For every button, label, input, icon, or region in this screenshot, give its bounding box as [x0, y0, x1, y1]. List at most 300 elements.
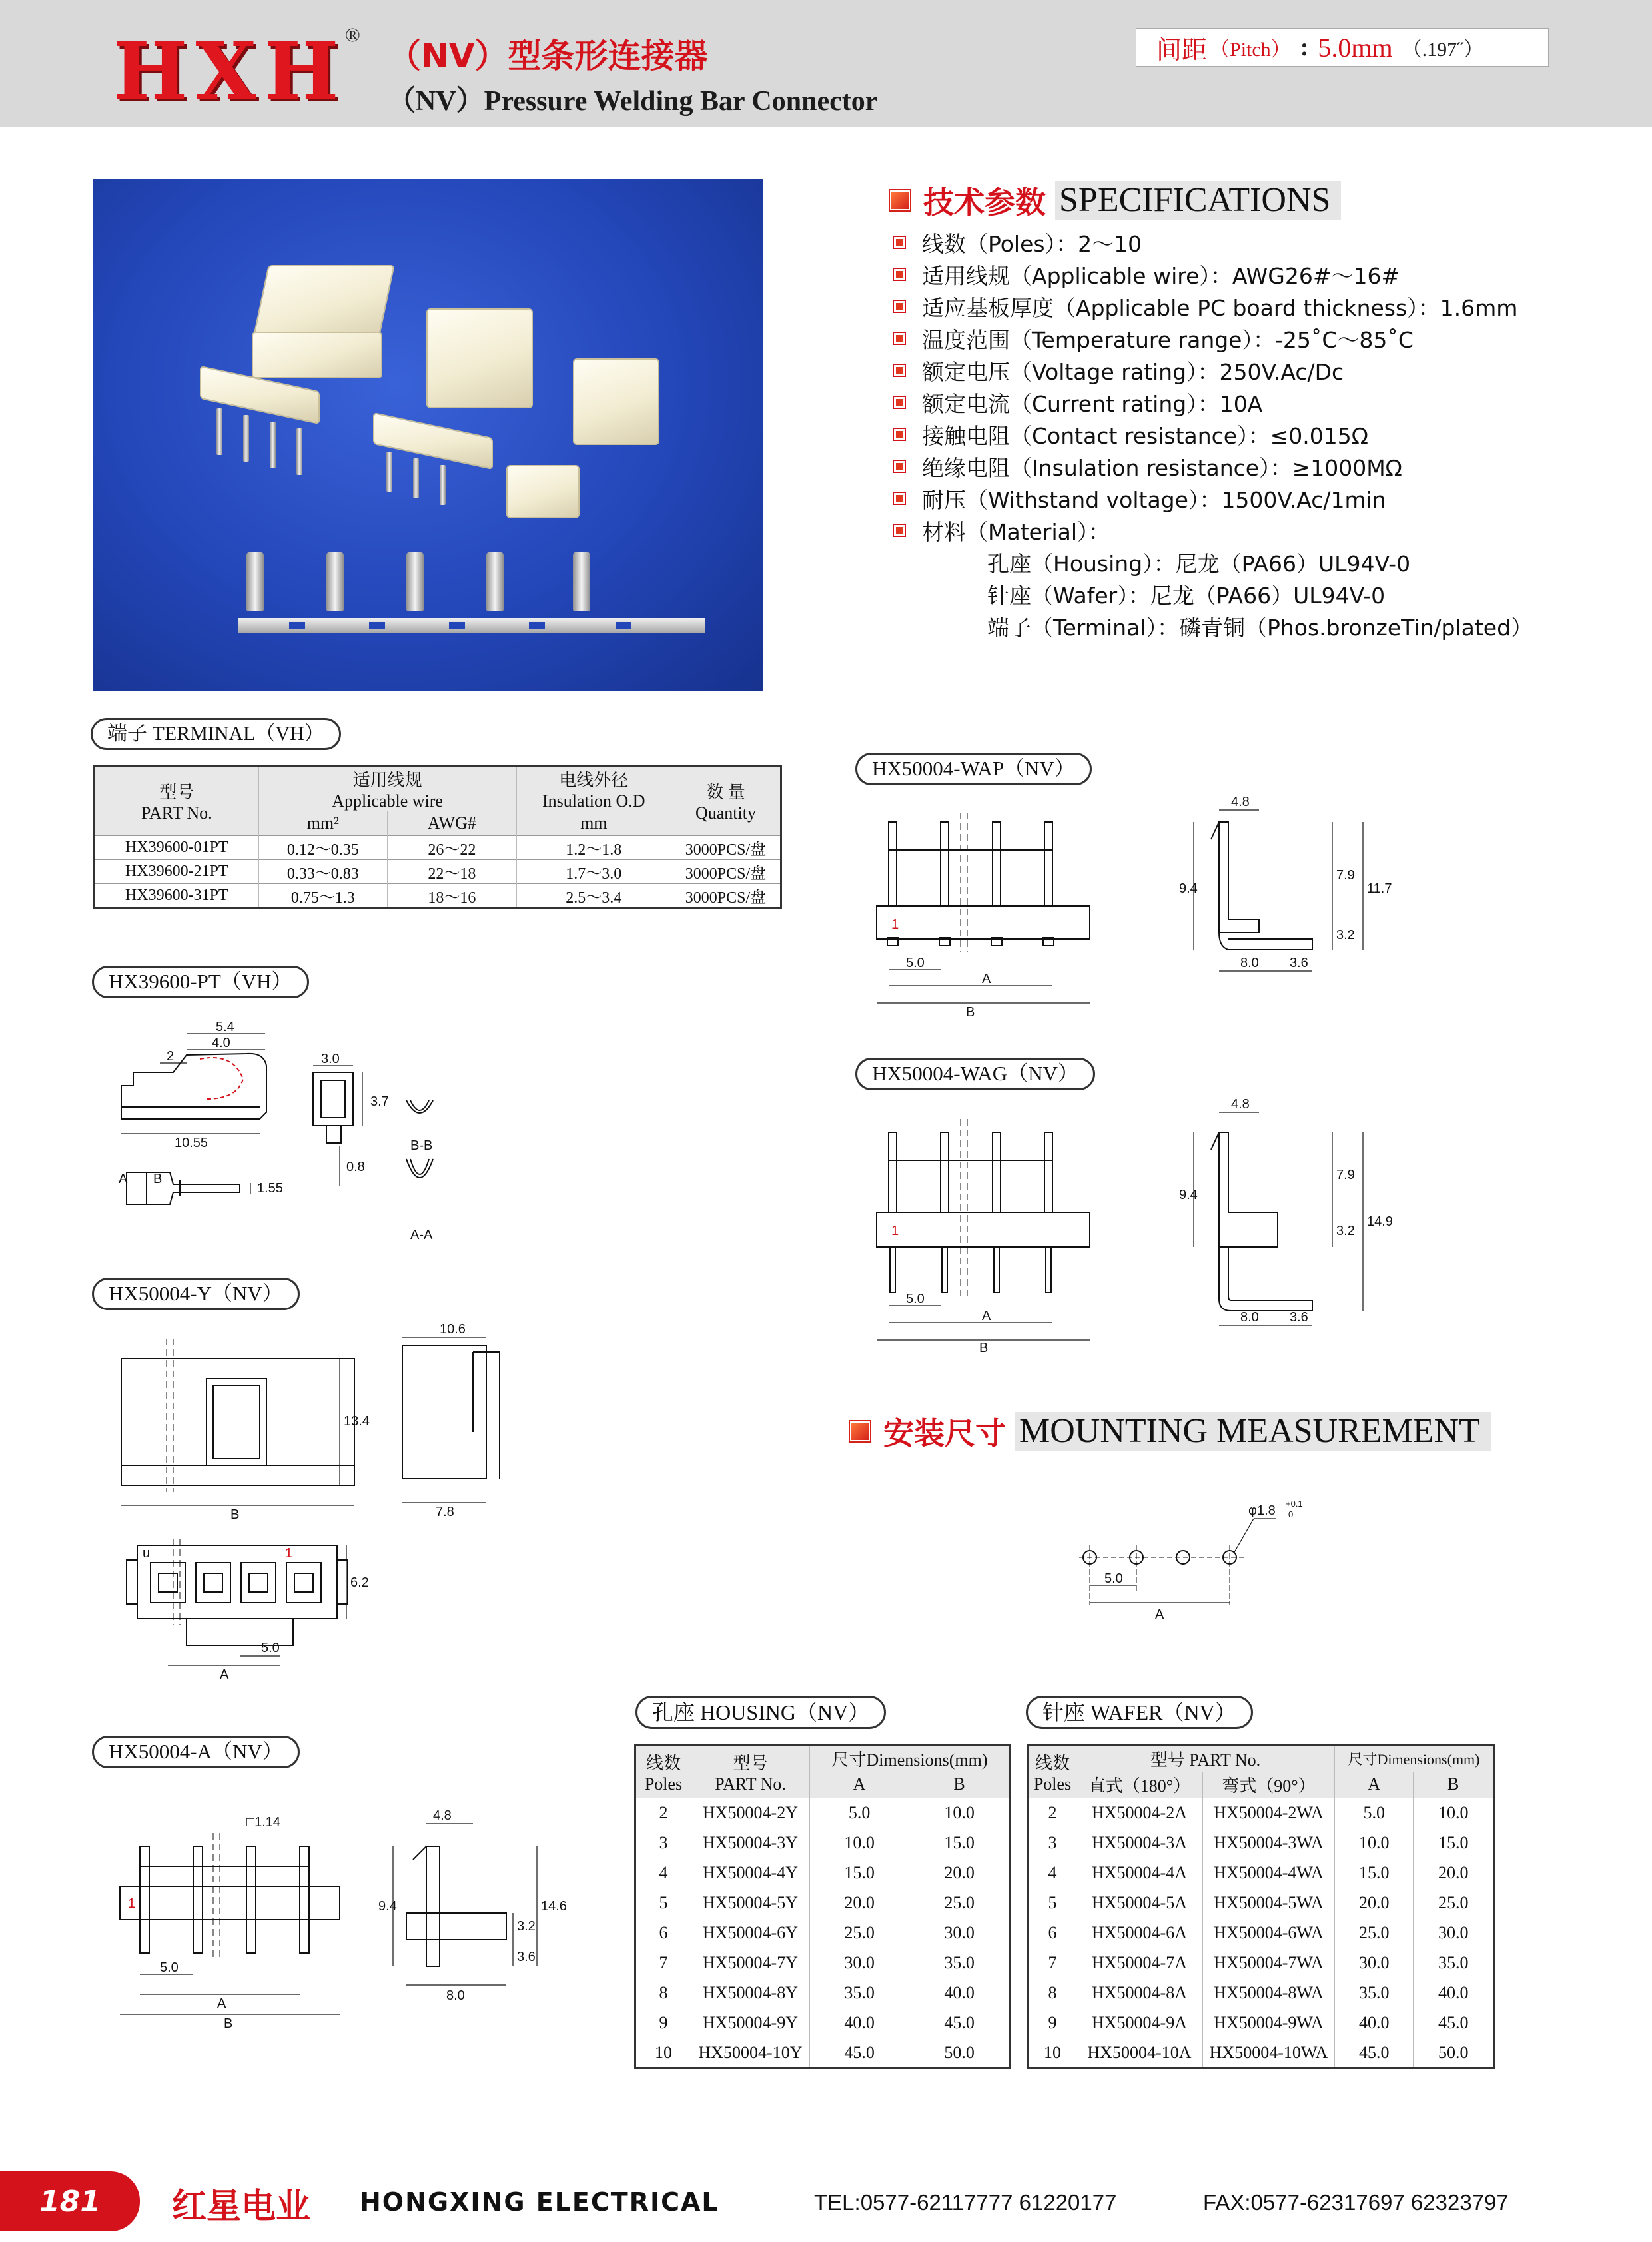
- th-part: [691, 1745, 810, 1798]
- terminal-table: [93, 765, 782, 909]
- table-row: [1029, 1858, 1494, 1888]
- terminal-table-label: 端子 TERMINAL（VH）: [91, 718, 341, 750]
- registered-mark: ®: [345, 24, 360, 46]
- wafer-pin: [440, 465, 446, 505]
- cell-straight: HX50004-2A: [1076, 1798, 1203, 1828]
- cell-part: HX50004-10Y: [691, 2038, 810, 2068]
- cell-part: HX50004-2Y: [691, 1798, 810, 1828]
- spec-text: 额定电流（Current rating）：10A: [922, 390, 1263, 417]
- spec-text: 额定电压（Voltage rating）：250V.Ac/Dc: [922, 358, 1344, 385]
- cell-b: 35.0: [1414, 1948, 1494, 1978]
- cell-b: 40.0: [1414, 1978, 1494, 2008]
- table-row: [635, 1948, 1011, 1978]
- cell-poles: 3: [1029, 1828, 1076, 1858]
- dim-14-6: 14.6: [541, 1899, 567, 1914]
- table-row: [1029, 1918, 1494, 1948]
- spec-item: [893, 386, 1625, 418]
- spec-bullet-icon: [893, 236, 906, 249]
- spec-text: 适用线规（Applicable wire）：AWG26#～16#: [922, 262, 1400, 289]
- th-poles-cn: 线数: [645, 1753, 681, 1773]
- dim-1-14: □1.14: [246, 1815, 281, 1830]
- cell-mm2: 0.75～1.3: [258, 883, 388, 908]
- spec-bullet-icon: [893, 460, 906, 473]
- terminal-illustration: [406, 552, 424, 611]
- th-poles-cn: 线数: [1034, 1753, 1070, 1773]
- spec-bullet-icon: [893, 492, 906, 505]
- spec-bullet-icon: [893, 396, 906, 409]
- company-name-en: HONGXING ELECTRICAL: [360, 2187, 719, 2217]
- spec-text: 温度范围（Temperature range）：-25˚C～85˚C: [922, 326, 1414, 353]
- th-straight: 直式（180°）: [1076, 1772, 1203, 1798]
- specs-heading-en: SPECIFICATIONS: [1055, 181, 1341, 219]
- cell-poles: 2: [1029, 1798, 1076, 1828]
- spec-bullet-icon: [893, 428, 906, 441]
- table-row: [635, 1978, 1011, 2008]
- table-row: [1029, 1798, 1494, 1828]
- cell-part: HX39600-31PT: [95, 883, 259, 908]
- wafer-pin: [386, 452, 392, 492]
- th-qty: [671, 766, 781, 836]
- dim-5-0: 5.0: [160, 1960, 179, 1975]
- cell-a: 40.0: [810, 2008, 909, 2038]
- dim-b: B: [979, 1341, 989, 1355]
- cell-awg: 18～16: [388, 883, 517, 908]
- table-row: [1029, 1828, 1494, 1858]
- cell-straight: HX50004-6A: [1076, 1918, 1203, 1948]
- dim-1-55: 1.55: [257, 1181, 283, 1196]
- cell-a: 35.0: [1335, 1978, 1414, 2008]
- cell-b: 45.0: [1414, 2008, 1494, 2038]
- cell-poles: 3: [635, 1828, 691, 1858]
- dim-2: 2: [167, 1049, 175, 1064]
- carrier-hole: [449, 622, 465, 629]
- th-mm2: mm²: [258, 811, 388, 835]
- cell-qty: 3000PCS/盘: [671, 859, 781, 883]
- table-row: [1029, 2038, 1494, 2068]
- hx50004-wag-label: HX50004-WAG（NV）: [855, 1058, 1095, 1090]
- cell-poles: 6: [1029, 1918, 1076, 1948]
- cell-od: 1.2～1.8: [516, 835, 671, 859]
- cell-b: 35.0: [909, 1948, 1011, 1978]
- th-poles: [1029, 1745, 1076, 1798]
- section-aa: A-A: [410, 1228, 433, 1242]
- hx50004-wag-drawing: [866, 1097, 1426, 1355]
- spec-item: [893, 418, 1625, 450]
- hx50004-y-drawing: [113, 1322, 526, 1692]
- polarity-mark: u: [143, 1546, 151, 1561]
- dim-0-8: 0.8: [346, 1160, 365, 1174]
- cell-straight: HX50004-10A: [1076, 2038, 1203, 2068]
- spec-bullet-icon: [893, 268, 906, 281]
- dim-a: A: [220, 1667, 229, 1682]
- page-title-en: （NV）Pressure Welding Bar Connector: [388, 86, 878, 117]
- spec-item: [893, 354, 1625, 386]
- th-poles: [635, 1745, 691, 1798]
- dim-4-8: 4.8: [1231, 795, 1250, 809]
- hx50004-a-label: HX50004-A（NV）: [92, 1736, 300, 1768]
- page-number: 181: [0, 2171, 140, 2231]
- cell-right-angle: HX50004-2WA: [1203, 1798, 1335, 1828]
- dim-b: B: [966, 1005, 975, 1020]
- th-ins: [516, 766, 671, 812]
- terminal-illustration: [573, 552, 590, 611]
- cell-right-angle: HX50004-5WA: [1203, 1888, 1335, 1918]
- dim-3-6: 3.6: [1290, 956, 1308, 970]
- dim-a: A: [1155, 1607, 1164, 1622]
- pitch-label-en: （Pitch）: [1210, 39, 1291, 61]
- material-item: 孔座（Housing）：尼龙（PA66）UL94V-0: [987, 550, 1411, 577]
- th-part: 型号 PART No.: [1076, 1745, 1335, 1772]
- cell-b: 20.0: [909, 1858, 1011, 1888]
- cell-b: 25.0: [909, 1888, 1011, 1918]
- cell-right-angle: HX50004-4WA: [1203, 1858, 1335, 1888]
- hole-diameter: φ1.8: [1248, 1503, 1276, 1518]
- cell-poles: 2: [635, 1798, 691, 1828]
- cell-part: HX50004-8Y: [691, 1978, 810, 2008]
- th-wire-en: Applicable wire: [332, 791, 443, 811]
- dim-4-8: 4.8: [1231, 1097, 1250, 1112]
- spec-text: 耐压（Withstand voltage）：1500V.Ac/1min: [922, 486, 1386, 513]
- pitch-value: 5.0mm: [1318, 32, 1393, 63]
- pin-one-mark: 1: [285, 1546, 293, 1561]
- wafer-pin: [413, 458, 419, 498]
- cell-awg: 22～18: [388, 859, 517, 883]
- wafer-pin: [270, 422, 276, 468]
- spec-item: [893, 258, 1625, 290]
- hx39600-pt-drawing: [107, 1020, 533, 1246]
- cell-a: 15.0: [1335, 1858, 1414, 1888]
- cell-b: 20.0: [1414, 1858, 1494, 1888]
- th-poles-en: Poles: [1033, 1774, 1072, 1794]
- dim-3-2: 3.2: [1336, 1224, 1355, 1238]
- cell-right-angle: HX50004-10WA: [1203, 2038, 1335, 2068]
- spec-text: 线数（Poles）：2～10: [922, 230, 1142, 257]
- carrier-hole: [616, 622, 631, 629]
- specs-heading: [890, 179, 1341, 222]
- cell-poles: 10: [635, 2038, 691, 2068]
- hx39600-pt-label: HX39600-PT（VH）: [92, 966, 309, 998]
- dim-3-0: 3.0: [321, 1052, 340, 1066]
- dim-5-0: 5.0: [1104, 1571, 1123, 1586]
- dim-8-0: 8.0: [1240, 1310, 1259, 1325]
- cell-b: 50.0: [909, 2038, 1011, 2068]
- cell-a: 10.0: [810, 1828, 909, 1858]
- spec-bullet-icon: [893, 300, 906, 313]
- wafer-pin: [243, 415, 249, 462]
- section-a-mark: A: [119, 1172, 128, 1186]
- dim-5-4: 5.4: [216, 1020, 234, 1034]
- th-wire-cn: 适用线规: [352, 771, 422, 790]
- carrier-hole: [369, 622, 385, 629]
- page-title-cn: （NV）型条形连接器: [388, 37, 708, 75]
- cell-b: 30.0: [909, 1918, 1011, 1948]
- dim-8-0: 8.0: [1240, 956, 1259, 970]
- pitch-label-cn: 间距: [1156, 35, 1208, 65]
- cell-part: HX50004-4Y: [691, 1858, 810, 1888]
- cell-straight: HX50004-4A: [1076, 1858, 1203, 1888]
- hx50004-a-drawing: [113, 1806, 580, 2073]
- cell-b: 30.0: [1414, 1918, 1494, 1948]
- pin-one-mark: 1: [128, 1896, 136, 1911]
- cell-right-angle: HX50004-3WA: [1203, 1828, 1335, 1858]
- material-item: 针座（Wafer）：尼龙（PA66）UL94V-0: [987, 582, 1386, 609]
- wafer-pin: [296, 428, 302, 475]
- housing-medium-illustration: [426, 308, 533, 408]
- th-poles-en: Poles: [644, 1774, 683, 1794]
- table-row: [635, 2038, 1011, 2068]
- th-ins-en: Insulation O.D: [542, 791, 645, 811]
- cell-a: 30.0: [810, 1948, 909, 1978]
- dim-3-2: 3.2: [517, 1919, 536, 1934]
- table-row: [1029, 2008, 1494, 2038]
- wafer-right-angle-illustration: [506, 465, 580, 518]
- th-a: A: [1335, 1772, 1414, 1798]
- cell-poles: 4: [635, 1858, 691, 1888]
- fax: FAX:0577-62317697 62323797: [1203, 2190, 1509, 2215]
- cell-od: 1.7～3.0: [516, 859, 671, 883]
- spec-item: [893, 322, 1625, 354]
- page-header: [0, 0, 1652, 127]
- dim-9-4: 9.4: [1179, 1188, 1198, 1202]
- pitch-inch: （.197˝）: [1402, 39, 1484, 61]
- th-right-angle: 弯式（90°）: [1203, 1772, 1335, 1798]
- section-bullet-icon: [890, 190, 910, 210]
- table-row: [635, 1918, 1011, 1948]
- housing-large-front: [252, 332, 382, 378]
- hole-tol-dn: 0: [1288, 1509, 1294, 1519]
- cell-mm2: 0.12～0.35: [258, 835, 388, 859]
- dim-3-6: 3.6: [517, 1950, 536, 1964]
- cell-a: 5.0: [1335, 1798, 1414, 1828]
- th-ins-cn: 电线外径: [559, 771, 629, 790]
- cell-part: HX39600-01PT: [95, 835, 259, 859]
- dim-4-0: 4.0: [212, 1036, 230, 1050]
- th-part-cn: 型号: [733, 1753, 768, 1773]
- spec-text: 接触电阻（Contact resistance）：≤0.015Ω: [922, 422, 1368, 449]
- pin-one-mark: 1: [891, 917, 899, 932]
- dim-9-4: 9.4: [378, 1899, 397, 1914]
- hole-tol-up: +0.1: [1286, 1499, 1303, 1509]
- table-row: [635, 1828, 1011, 1858]
- material-item: 端子（Terminal）：磷青铜（Phos.bronzeTin/plated）: [987, 614, 1533, 641]
- dim-a: A: [982, 1309, 991, 1323]
- cell-od: 2.5～3.4: [516, 883, 671, 908]
- cell-b: 50.0: [1414, 2038, 1494, 2068]
- cell-poles: 5: [635, 1888, 691, 1918]
- company-name-cn: 红星电业: [172, 2187, 311, 2227]
- cell-poles: 9: [1029, 2008, 1076, 2038]
- mounting-heading: [850, 1409, 1491, 1453]
- spec-item: [893, 482, 1625, 514]
- spec-item: [893, 450, 1625, 482]
- spec-bullet-icon: [893, 364, 906, 377]
- hx50004-wap-drawing: [866, 793, 1426, 1019]
- cell-poles: 8: [1029, 1978, 1076, 2008]
- cell-poles: 6: [635, 1918, 691, 1948]
- th-dim: 尺寸Dimensions(mm): [810, 1745, 1011, 1772]
- pin-one-mark: 1: [891, 1224, 899, 1238]
- cell-b: 40.0: [909, 1978, 1011, 2008]
- th-awg: AWG#: [388, 811, 517, 835]
- table-row: [1029, 1888, 1494, 1918]
- housing-table: [634, 1744, 1011, 2069]
- table-row: [635, 1888, 1011, 1918]
- dim-3-2: 3.2: [1336, 928, 1355, 942]
- spec-text: 材料（Material）：: [922, 518, 1110, 545]
- cell-right-angle: HX50004-7WA: [1203, 1948, 1335, 1978]
- spec-item: [893, 226, 1625, 258]
- cell-poles: 7: [635, 1948, 691, 1978]
- cell-b: 45.0: [909, 2008, 1011, 2038]
- dim-b: B: [224, 2016, 233, 2031]
- company-logo: HXH: [113, 25, 347, 117]
- cell-b: 10.0: [1414, 1798, 1494, 1828]
- th-wire: [258, 766, 516, 812]
- terminal-illustration: [246, 552, 264, 611]
- cell-a: 45.0: [1335, 2038, 1414, 2068]
- table-row: [635, 1858, 1011, 1888]
- th-part-en: PART No.: [715, 1774, 786, 1794]
- terminal-carrier-strip: [238, 618, 705, 633]
- product-photo: [93, 179, 763, 691]
- dim-a: A: [982, 972, 991, 986]
- th-part: [95, 766, 259, 836]
- dim-5-0: 5.0: [906, 1292, 925, 1306]
- th-part-en: PART No.: [141, 803, 212, 823]
- cell-poles: 7: [1029, 1948, 1076, 1978]
- dim-b: B: [230, 1507, 240, 1522]
- dim-8-0: 8.0: [446, 1988, 465, 2003]
- dim-6-2: 6.2: [350, 1575, 369, 1590]
- table-row: [1029, 1948, 1494, 1978]
- cell-b: 10.0: [909, 1798, 1011, 1828]
- specs-list: [893, 226, 1625, 642]
- dim-a: A: [217, 1996, 226, 2011]
- cell-straight: HX50004-3A: [1076, 1828, 1203, 1858]
- cell-part: HX50004-6Y: [691, 1918, 810, 1948]
- terminal-illustration: [326, 552, 344, 611]
- cell-right-angle: HX50004-9WA: [1203, 2008, 1335, 2038]
- cell-poles: 5: [1029, 1888, 1076, 1918]
- th-qty-en: Quantity: [695, 803, 756, 823]
- specs-heading-cn: 技术参数: [923, 185, 1046, 220]
- cell-b: 15.0: [1414, 1828, 1494, 1858]
- cell-poles: 10: [1029, 2038, 1076, 2068]
- cell-poles: 4: [1029, 1858, 1076, 1888]
- cell-a: 5.0: [810, 1798, 909, 1828]
- spec-bullet-icon: [893, 332, 906, 345]
- dim-7-8: 7.8: [436, 1505, 454, 1519]
- carrier-hole: [289, 622, 305, 629]
- th-b: B: [909, 1772, 1011, 1798]
- telephone: TEL:0577-62117777 61220177: [814, 2190, 1117, 2215]
- cell-straight: HX50004-8A: [1076, 1978, 1203, 2008]
- cell-qty: 3000PCS/盘: [671, 883, 781, 908]
- terminal-illustration: [486, 552, 504, 611]
- th-b: B: [1414, 1772, 1494, 1798]
- dim-13-4: 13.4: [344, 1414, 370, 1429]
- section-b-mark: B: [153, 1172, 163, 1186]
- carrier-hole: [529, 622, 545, 629]
- cell-straight: HX50004-9A: [1076, 2008, 1203, 2038]
- cell-part: HX39600-21PT: [95, 859, 259, 883]
- cell-straight: HX50004-7A: [1076, 1948, 1203, 1978]
- cell-poles: 9: [635, 2008, 691, 2038]
- dim-11-7: 11.7: [1367, 881, 1392, 896]
- spec-item: [893, 290, 1625, 322]
- cell-b: 15.0: [909, 1828, 1011, 1858]
- hx50004-wap-label: HX50004-WAP（NV）: [855, 753, 1092, 785]
- dim-14-9: 14.9: [1367, 1214, 1393, 1229]
- cell-a: 20.0: [810, 1888, 909, 1918]
- th-ins-mm: mm: [516, 811, 671, 835]
- section-bullet-icon: [850, 1421, 870, 1441]
- pitch-badge: [1136, 28, 1549, 67]
- dim-3-6: 3.6: [1290, 1310, 1308, 1325]
- table-row: [95, 883, 781, 908]
- table-row: [635, 2008, 1011, 2038]
- th-a: A: [810, 1772, 909, 1798]
- cell-part: HX50004-7Y: [691, 1948, 810, 1978]
- page-footer: [0, 2154, 1652, 2242]
- housing-table-label: 孔座 HOUSING（NV）: [635, 1696, 886, 1729]
- th-qty-cn: 数 量: [706, 782, 745, 802]
- cell-mm2: 0.33～0.83: [258, 859, 388, 883]
- mounting-heading-cn: 安装尺寸: [883, 1415, 1006, 1451]
- th-dim: 尺寸Dimensions(mm): [1335, 1745, 1494, 1772]
- hx50004-y-label: HX50004-Y（NV）: [92, 1278, 300, 1310]
- cell-poles: 8: [635, 1978, 691, 2008]
- mounting-drawing: [1079, 1492, 1303, 1625]
- cell-straight: HX50004-5A: [1076, 1888, 1203, 1918]
- cell-a: 15.0: [810, 1858, 909, 1888]
- dim-4-8: 4.8: [433, 1808, 452, 1823]
- dim-10-6: 10.6: [440, 1322, 466, 1337]
- pitch-colon: :: [1300, 33, 1309, 61]
- cell-qty: 3000PCS/盘: [671, 835, 781, 859]
- cell-a: 45.0: [810, 2038, 909, 2068]
- cell-right-angle: HX50004-6WA: [1203, 1918, 1335, 1948]
- section-bb: B-B: [410, 1138, 433, 1153]
- wafer-pin: [216, 408, 222, 455]
- dim-5-0: 5.0: [906, 956, 925, 970]
- dim-9-4: 9.4: [1179, 881, 1198, 896]
- cell-a: 35.0: [810, 1978, 909, 2008]
- dim-10-55: 10.55: [175, 1136, 208, 1150]
- th-part-cn: 型号: [159, 782, 195, 802]
- cell-a: 40.0: [1335, 2008, 1414, 2038]
- cell-a: 10.0: [1335, 1828, 1414, 1858]
- spec-bullet-icon: [893, 524, 906, 537]
- spec-text: 适应基板厚度（Applicable PC board thickness）：1.6mm: [922, 294, 1518, 321]
- mounting-heading-en: MOUNTING MEASUREMENT: [1015, 1412, 1491, 1450]
- dim-5-0: 5.0: [261, 1641, 280, 1655]
- cell-a: 20.0: [1335, 1888, 1414, 1918]
- cell-part: HX50004-3Y: [691, 1828, 810, 1858]
- cell-part: HX50004-9Y: [691, 2008, 810, 2038]
- wafer-table-label: 针座 WAFER（NV）: [1026, 1696, 1253, 1729]
- dim-7-9: 7.9: [1336, 868, 1355, 883]
- cell-a: 30.0: [1335, 1948, 1414, 1978]
- cell-awg: 26～22: [388, 835, 517, 859]
- dim-7-9: 7.9: [1336, 1168, 1355, 1182]
- dim-3-7: 3.7: [370, 1094, 389, 1109]
- spec-item: [893, 514, 1625, 546]
- housing-small-illustration: [573, 358, 659, 445]
- cell-right-angle: HX50004-8WA: [1203, 1978, 1335, 2008]
- wafer-table: [1027, 1744, 1495, 2069]
- cell-part: HX50004-5Y: [691, 1888, 810, 1918]
